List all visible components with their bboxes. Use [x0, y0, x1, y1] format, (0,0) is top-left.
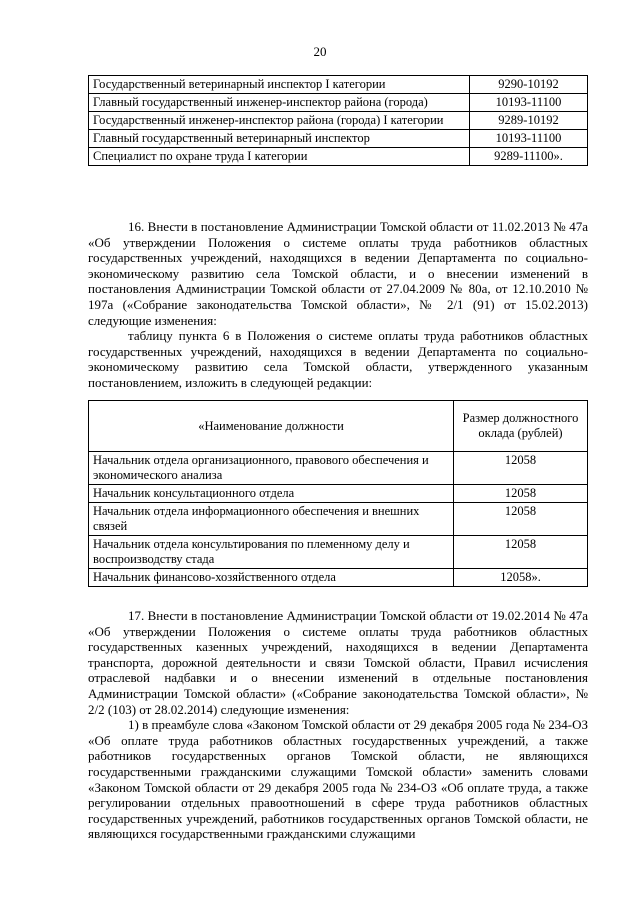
header-salary: Размер должностного оклада (рублей)	[454, 401, 588, 452]
table-row	[89, 569, 588, 587]
position-name: Государственный ветеринарный инспектор I категории	[89, 76, 470, 94]
position-name: Главный государственный инженер-инспектор района (города)	[89, 94, 470, 112]
table-row	[89, 130, 588, 148]
salary-amount: 12058	[454, 536, 588, 569]
salary-range: 9289-11100».	[470, 148, 588, 166]
section-16	[88, 219, 588, 391]
table-row	[89, 485, 588, 503]
header-position: «Наименование должности	[89, 401, 454, 452]
position-name: Государственный инженер-инспектор района (города) I категории	[89, 112, 470, 130]
position-name: Начальник отдела информационного обеспечения и внешних связей	[89, 503, 454, 536]
salary-table-new	[88, 400, 588, 587]
salary-amount: 12058	[454, 503, 588, 536]
table-row	[89, 536, 588, 569]
salary-range: 9289-10192	[470, 112, 588, 130]
salary-range: 9290-10192	[470, 76, 588, 94]
section-17-paragraph-1: 17. Внести в постановление Администрации Томской области от 19.02.2014 № 47а «Об утверждении Положения о системе оплаты труда работников областных государственных казенных учреждений, находящихся в ведении Департамента транспорта, дорожной деятельности и связи Томской области, Правил исчисления отраслевой надбавки и о внесении изменений в отдельные постановления Администрации Томской области» («Собрание законодательства Томской области», № 2/2 (103) от 28.02.2014) следующие изменения:	[88, 608, 588, 717]
table-header-row	[89, 401, 588, 452]
position-name: Начальник финансово-хозяйственного отдела	[89, 569, 454, 587]
table-row	[89, 503, 588, 536]
position-name: Начальник отдела организационного, правового обеспечения и экономического анализа	[89, 452, 454, 485]
section-17-paragraph-2: 1) в преамбуле слова «Законом Томской области от 29 декабря 2005 года № 234-ОЗ «Об оплате труда работников областных государственных учреждений, а также работников государственных органов Томской области, не являющихся государственными гражданскими служащими Томской области» заменить словами «Законом Томской области от 29 декабря 2005 года № 234-ОЗ «Об оплате труда, а также регулировании отдельных правоотношений в сфере труда работников областных государственных учреждений, работников государственных органов Томской области, не являющихся государственными гражданскими служащими	[88, 717, 588, 842]
position-name: Главный государственный ветеринарный инспектор	[89, 130, 470, 148]
table-row	[89, 452, 588, 485]
position-name: Специалист по охране труда I категории	[89, 148, 470, 166]
section-16-paragraph-2: таблицу пункта 6 в Положения о системе оплаты труда работников областных государственных учреждений, находящихся в ведении Департамента по социально-экономическому развитию села Томской области, утвержденного указанным постановлением, изложить в следующей редакции:	[88, 328, 588, 390]
table-row	[89, 148, 588, 166]
section-16-paragraph-1: 16. Внести в постановление Администрации Томской области от 11.02.2013 № 47а «Об утверждении Положения о системе оплаты труда работников областных государственных учреждений, находящихся в ведении Департамента по социально-экономическому развитию села Томской области, и о внесении изменений в постановления Администрации Томской области от 27.04.2009 № 80а, от 12.10.2010 № 197а («Собрание законодательства Томской области», № 2/1 (91) от 15.02.2013) следующие изменения:	[88, 219, 588, 328]
salary-range: 10193-11100	[470, 94, 588, 112]
table-row	[89, 94, 588, 112]
page-number: 20	[313, 44, 327, 59]
salary-amount: 12058	[454, 452, 588, 485]
section-17	[88, 608, 588, 842]
table-row	[89, 76, 588, 94]
salary-amount: 12058».	[454, 569, 588, 587]
salary-table-continued	[88, 75, 588, 166]
salary-amount: 12058	[454, 485, 588, 503]
table-row	[89, 112, 588, 130]
position-name: Начальник консультационного отдела	[89, 485, 454, 503]
salary-range: 10193-11100	[470, 130, 588, 148]
position-name: Начальник отдела консультирования по племенному делу и воспроизводству стада	[89, 536, 454, 569]
